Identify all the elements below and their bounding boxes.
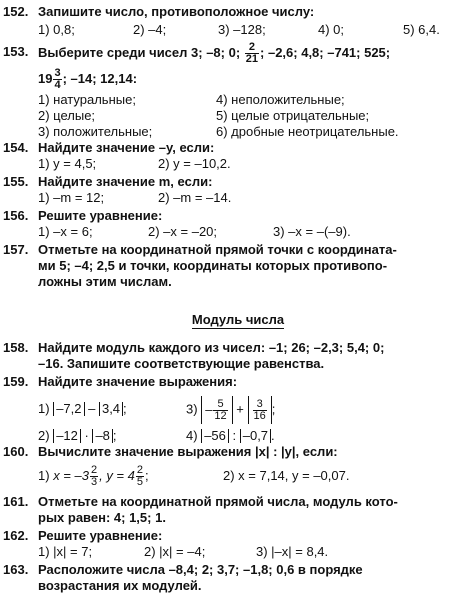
numerator: 2 xyxy=(90,464,98,477)
option: 3) –128; xyxy=(218,22,266,37)
fraction xyxy=(90,465,98,488)
mixed-whole: 19 xyxy=(38,70,53,86)
problem-number: 157. xyxy=(3,242,29,257)
numerator: 2 xyxy=(245,42,259,54)
text-part: ; –14; 12,14: xyxy=(62,70,138,86)
abs-value: –56 xyxy=(201,429,229,443)
option-label: 4) xyxy=(186,428,198,443)
problem-text xyxy=(38,42,468,65)
option: 1) натуральные; xyxy=(38,92,136,107)
punct: ; xyxy=(271,401,276,417)
problem-text-line: ми 5; –4; 2,5 и точки, координаты которых противопо- xyxy=(38,258,388,273)
problem-text: Вычислите значение выражения |x| : |y|, если: xyxy=(38,444,338,459)
problem-text-line: возрастания их модулей. xyxy=(38,578,202,593)
option: 5) целые отрицательные; xyxy=(216,108,370,123)
sign: – xyxy=(205,402,213,417)
problem-text-cont xyxy=(38,68,468,91)
option: 2) y = –10,2. xyxy=(158,156,231,171)
option: 2) –m = –14. xyxy=(158,190,232,205)
fraction xyxy=(53,68,61,91)
abs-value xyxy=(201,396,232,424)
option: 1) |x| = 7; xyxy=(38,544,93,559)
problem-text: Найдите значение выражения: xyxy=(38,374,238,389)
problem-number: 159. xyxy=(3,374,29,389)
problem-text-line: Отметьте на координатной прямой точки с координата- xyxy=(38,242,397,257)
numerator: 3 xyxy=(253,399,267,411)
problem-text-line: Отметьте на координатной прямой числа, модуль кото- xyxy=(38,494,398,509)
expression-3 xyxy=(186,396,275,424)
abs-value: –7,2 xyxy=(53,402,84,416)
numerator: 3 xyxy=(54,67,61,79)
option: 1) –x = 6; xyxy=(38,224,93,239)
y-value: , y = 4 xyxy=(99,468,135,483)
fraction xyxy=(213,399,227,422)
option: 2) –4; xyxy=(133,22,167,37)
operator: : xyxy=(228,428,240,443)
problem-text-line: ложны этим числам. xyxy=(38,274,172,289)
option: 3) –x = –(–9). xyxy=(273,224,351,239)
expression-1 xyxy=(38,396,127,422)
denominator: 5 xyxy=(136,476,143,489)
option-label: 1) xyxy=(38,468,50,483)
option: 1) –m = 12; xyxy=(38,190,105,205)
denominator: 21 xyxy=(245,53,259,65)
denominator: 16 xyxy=(253,410,266,423)
denominator: 3 xyxy=(90,476,98,489)
problem-text-line: Расположите числа –8,4; 2; 3,7; –1,8; 0,6 в порядке xyxy=(38,562,363,577)
fraction xyxy=(253,399,267,422)
abs-value: –0,7 xyxy=(240,429,271,443)
problem-number: 160. xyxy=(3,444,29,459)
numerator: 5 xyxy=(213,399,227,411)
operator: · xyxy=(80,428,93,443)
text-part: ; –2,6; 4,8; –741; 525; xyxy=(260,44,391,60)
fraction xyxy=(136,465,144,488)
problem-number: 153. xyxy=(3,44,29,59)
abs-value xyxy=(248,396,272,424)
option: 4) 0; xyxy=(318,22,345,37)
denominator: 4 xyxy=(54,79,61,91)
expression-4 xyxy=(186,428,275,444)
problem-text: Запишите число, противоположное числу: xyxy=(38,4,315,19)
problem-number: 155. xyxy=(3,174,29,189)
option: 5) 6,4. xyxy=(403,22,440,37)
option-label: 1) xyxy=(38,401,50,416)
numerator: 2 xyxy=(136,464,143,477)
fraction xyxy=(245,42,259,65)
option: 4) неположительные; xyxy=(216,92,345,107)
option-2: 2) x = 7,14, y = –0,07. xyxy=(223,468,350,483)
punct: ; xyxy=(145,468,149,483)
problem-number: 161. xyxy=(3,494,29,509)
problem-text: Найдите значение –y, если: xyxy=(38,140,215,155)
option-label: 2) xyxy=(38,428,50,443)
problem-text-line: рых равен: 4; 1,5; 1. xyxy=(38,510,166,525)
option-1 xyxy=(38,464,149,488)
options-row xyxy=(38,464,468,488)
punct: . xyxy=(271,428,275,443)
problem-text-line: Найдите модуль каждого из чисел: –1; 26; –2,3; 5,4; 0; xyxy=(38,340,385,355)
problem-number: 156. xyxy=(3,208,29,223)
option: 3) |–x| = 8,4. xyxy=(256,544,329,559)
text-part: Выберите среди чисел 3; –8; 0; xyxy=(38,44,241,60)
option: 2) |x| = –4; xyxy=(144,544,206,559)
expression-2 xyxy=(38,428,117,444)
abs-value: 3,4 xyxy=(99,402,123,416)
option: 2) –x = –20; xyxy=(148,224,218,239)
operator: – xyxy=(84,401,99,416)
problem-text-line: –16. Запишите соответствующие равенства. xyxy=(38,356,325,371)
expression-row xyxy=(38,396,468,422)
denominator: 12 xyxy=(214,410,227,423)
problem-number: 162. xyxy=(3,528,29,543)
punct: ; xyxy=(123,401,127,416)
problem-number: 154. xyxy=(3,140,29,155)
problem-number: 152. xyxy=(3,4,29,19)
problem-text: Решите уравнение: xyxy=(38,208,163,223)
option: 1) 0,8; xyxy=(38,22,75,37)
problem-text: Решите уравнение: xyxy=(38,528,163,543)
section-title-text: Модуль числа xyxy=(191,312,285,327)
option: 2) целые; xyxy=(38,108,96,123)
abs-value: –12 xyxy=(53,429,81,443)
x-value: x = –3 xyxy=(53,468,89,483)
punct: ; xyxy=(112,428,117,443)
option: 3) положительные; xyxy=(38,124,153,139)
abs-value: –8 xyxy=(92,429,112,443)
problem-text: Найдите значение m, если: xyxy=(38,174,213,189)
operator: + xyxy=(232,401,248,417)
problem-number: 163. xyxy=(3,562,29,577)
option: 1) y = 4,5; xyxy=(38,156,97,171)
option: 6) дробные неотрицательные. xyxy=(216,124,399,139)
section-title xyxy=(0,312,476,327)
option-label: 3) xyxy=(186,401,198,417)
problem-number: 158. xyxy=(3,340,29,355)
